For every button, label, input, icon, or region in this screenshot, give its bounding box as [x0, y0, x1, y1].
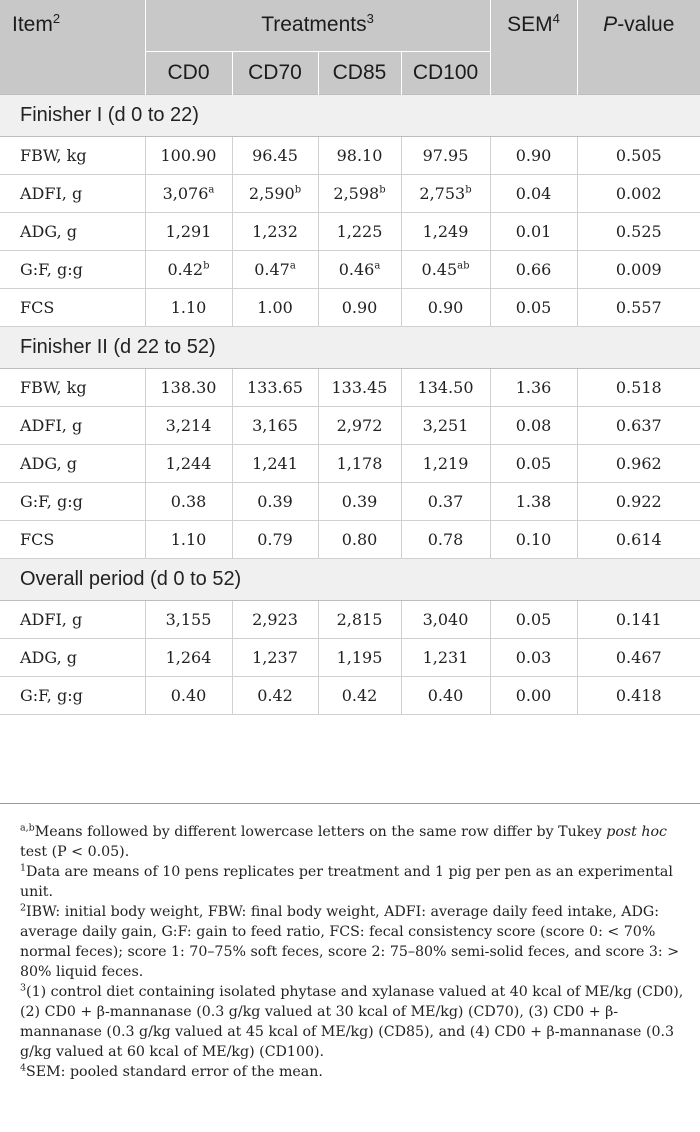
treatment-value — [318, 368, 401, 406]
cell-value: 1.00 — [257, 297, 293, 317]
treatment-value — [401, 212, 490, 250]
treatment-value — [232, 520, 318, 558]
treatment-value — [318, 212, 401, 250]
cell-value: 0.79 — [257, 529, 293, 549]
table-row — [0, 212, 700, 250]
footnotes — [20, 822, 692, 1082]
cell-value: 0.80 — [341, 529, 378, 549]
significance-letter: b — [465, 184, 472, 196]
sem-value: 0.08 — [490, 406, 577, 444]
cell-value: 2,972 — [336, 415, 383, 435]
treatment-value — [401, 482, 490, 520]
treatment-value — [401, 136, 490, 174]
table-row — [0, 174, 700, 212]
significance-letter: b — [379, 184, 386, 196]
treatment-value — [401, 368, 490, 406]
treatment-value — [232, 250, 318, 288]
sem-value: 0.90 — [490, 136, 577, 174]
table-row — [0, 136, 700, 174]
section-title: Overall period (d 0 to 52) — [0, 558, 700, 600]
significance-letter: a — [374, 260, 381, 272]
section-header — [0, 94, 700, 136]
cell-value: 3,040 — [422, 609, 469, 629]
p-value: 0.518 — [577, 368, 700, 406]
treatment-value — [232, 136, 318, 174]
significance-letter: a — [208, 184, 215, 196]
header-col-cd0: CD0 — [145, 51, 232, 94]
cell-value: 2,753 — [419, 183, 466, 203]
p-value: 0.962 — [577, 444, 700, 482]
sem-value: 0.00 — [490, 676, 577, 714]
footnote-2: $^2$IBW: initial body weight, FBW: final body weight, ADFI: average daily feed intake, ADG: average daily gain, G:F: gain to feed ratio, FCS: fecal consistency score (score 0: < 70% normal feces); score 1: 70–75% soft feces, score 2: 75–80% semi-solid feces, and score 3: > 80% liquid feces. — [20, 902, 680, 980]
treatment-value — [401, 250, 490, 288]
cell-value: 0.40 — [170, 685, 207, 705]
table-row — [0, 482, 700, 520]
treatment-value — [318, 676, 401, 714]
treatment-value — [232, 406, 318, 444]
sem-value: 0.04 — [490, 174, 577, 212]
cell-value: 2,923 — [252, 609, 298, 629]
treatment-value — [232, 638, 318, 676]
cell-value: 0.90 — [341, 297, 378, 317]
treatment-value — [145, 482, 232, 520]
sem-value: 0.66 — [490, 250, 577, 288]
cell-value: 1.10 — [170, 529, 207, 549]
section-header — [0, 326, 700, 368]
cell-value: 1,237 — [252, 647, 298, 667]
treatment-value — [401, 676, 490, 714]
footnote-4: $^4$SEM: pooled standard error of the mean. — [20, 1062, 323, 1080]
sem-value: 0.05 — [490, 444, 577, 482]
p-value: 0.557 — [577, 288, 700, 326]
sem-value: 1.38 — [490, 482, 577, 520]
cell-value: 0.37 — [427, 491, 464, 511]
header-col-cd85: CD85 — [318, 51, 401, 94]
cell-value: 1,225 — [336, 221, 383, 241]
treatment-value — [401, 638, 490, 676]
row-item: ADG, g — [0, 212, 145, 250]
p-value: 0.922 — [577, 482, 700, 520]
cell-value: 1,195 — [336, 647, 383, 667]
significance-letter: a — [289, 260, 296, 272]
table-row — [0, 368, 700, 406]
cell-value: 3,251 — [422, 415, 469, 435]
treatment-value — [318, 406, 401, 444]
treatment-value — [145, 288, 232, 326]
treatment-value — [401, 406, 490, 444]
header-item: Item$^2$ — [0, 0, 145, 94]
cell-value: 3,076 — [162, 183, 209, 203]
header-col-cd100: CD100 — [401, 51, 490, 94]
header-treatments: Treatments$^3$ — [145, 0, 490, 51]
sem-value: 0.05 — [490, 600, 577, 638]
treatment-value — [401, 444, 490, 482]
row-item: ADG, g — [0, 444, 145, 482]
table-header — [0, 0, 700, 94]
cell-value: 2,815 — [336, 609, 383, 629]
treatment-value — [145, 136, 232, 174]
treatment-value — [232, 368, 318, 406]
treatment-value — [318, 444, 401, 482]
significance-letter: ab — [457, 260, 470, 272]
table-row — [0, 250, 700, 288]
table-row — [0, 444, 700, 482]
cell-value: 1,241 — [252, 453, 298, 473]
cell-value: 134.50 — [417, 377, 474, 397]
cell-value: 0.78 — [427, 529, 464, 549]
cell-value: 0.40 — [427, 685, 464, 705]
cell-value: 0.42 — [341, 685, 378, 705]
treatment-value — [232, 444, 318, 482]
treatment-value — [232, 288, 318, 326]
row-item: G:F, g:g — [0, 482, 145, 520]
header-col-cd70: CD70 — [232, 51, 318, 94]
treatment-value — [145, 212, 232, 250]
row-item: G:F, g:g — [0, 676, 145, 714]
treatment-value — [145, 368, 232, 406]
treatment-value — [145, 406, 232, 444]
header-p-value: P-value — [603, 13, 675, 36]
table-row — [0, 638, 700, 676]
treatment-value — [318, 520, 401, 558]
section-header — [0, 558, 700, 600]
footnote-1: $^1$Data are means of 10 pens replicates per treatment and 1 pig per pen as an experimental unit. — [20, 862, 673, 900]
header-sem: SEM$^4$ — [490, 0, 577, 94]
treatment-value — [318, 136, 401, 174]
cell-value: 1,291 — [165, 221, 212, 241]
p-value: 0.002 — [577, 174, 700, 212]
cell-value: 0.38 — [170, 491, 207, 511]
sem-value: 1.36 — [490, 368, 577, 406]
cell-value: 1,178 — [336, 453, 383, 473]
treatment-value — [145, 174, 232, 212]
treatment-value — [401, 520, 490, 558]
footnote-divider — [0, 803, 700, 804]
treatment-value — [318, 600, 401, 638]
treatment-value — [318, 288, 401, 326]
p-value: 0.525 — [577, 212, 700, 250]
sem-value: 0.05 — [490, 288, 577, 326]
row-item: FBW, kg — [0, 368, 145, 406]
row-item: FCS — [0, 520, 145, 558]
cell-value: 133.45 — [331, 377, 388, 397]
cell-value: 96.45 — [252, 145, 298, 165]
cell-value: 1,232 — [252, 221, 298, 241]
sem-value: 0.01 — [490, 212, 577, 250]
p-value: 0.418 — [577, 676, 700, 714]
cell-value: 2,590 — [248, 183, 295, 203]
section-title: Finisher II (d 22 to 52) — [0, 326, 700, 368]
footnote-3: $^3$(1) control diet containing isolated phytase and xylanase valued at 40 kcal of ME/kg (CD0), (2) CD0 + β-mannanase (0.3 g/kg valued at 30 kcal of ME/kg) (CD70), (3) CD0 + β-mannanase (0.3 g/kg valued at 45 kcal of ME/kg) (CD85), and (4) CD0 + β-mannanase (0.3 g/kg valued at 60 kcal of ME/kg) (CD100). — [20, 982, 684, 1060]
cell-value: 3,165 — [252, 415, 298, 435]
sem-value: 0.10 — [490, 520, 577, 558]
treatment-value — [232, 600, 318, 638]
row-item: ADFI, g — [0, 406, 145, 444]
treatment-value — [232, 212, 318, 250]
cell-value: 0.47 — [254, 259, 290, 279]
row-item: ADG, g — [0, 638, 145, 676]
treatment-value — [145, 520, 232, 558]
cell-value: 1,264 — [165, 647, 212, 667]
cell-value: 1,249 — [422, 221, 469, 241]
treatment-value — [318, 638, 401, 676]
row-item: ADFI, g — [0, 600, 145, 638]
cell-value: 0.46 — [338, 259, 375, 279]
p-value: 0.009 — [577, 250, 700, 288]
cell-value: 97.95 — [422, 145, 469, 165]
p-value: 0.505 — [577, 136, 700, 174]
treatment-value — [232, 676, 318, 714]
treatment-value — [401, 288, 490, 326]
cell-value: 100.90 — [160, 145, 217, 165]
table-row — [0, 406, 700, 444]
table-row — [0, 676, 700, 714]
table-row — [0, 520, 700, 558]
p-value: 0.637 — [577, 406, 700, 444]
treatment-value — [401, 174, 490, 212]
cell-value: 133.65 — [247, 377, 303, 397]
footnote-ab: $^{a,b}$Means followed by different lowercase letters on the same row differ by Tukey post hoc test (P < 0.05). — [20, 822, 668, 860]
row-item: FBW, kg — [0, 136, 145, 174]
table-body — [0, 94, 700, 714]
treatment-value — [145, 444, 232, 482]
row-item: ADFI, g — [0, 174, 145, 212]
treatment-value — [401, 600, 490, 638]
treatment-value — [145, 250, 232, 288]
p-value: 0.467 — [577, 638, 700, 676]
p-value: 0.614 — [577, 520, 700, 558]
cell-value: 3,155 — [165, 609, 212, 629]
section-title: Finisher I (d 0 to 22) — [0, 94, 700, 136]
treatment-value — [232, 174, 318, 212]
sem-value: 0.03 — [490, 638, 577, 676]
cell-value: 1,244 — [165, 453, 212, 473]
treatment-value — [318, 174, 401, 212]
cell-value: 0.90 — [427, 297, 464, 317]
significance-letter: b — [203, 260, 210, 272]
treatment-value — [318, 250, 401, 288]
table-row — [0, 288, 700, 326]
treatment-value — [145, 638, 232, 676]
significance-letter: b — [294, 184, 302, 196]
row-item: FCS — [0, 288, 145, 326]
table-row — [0, 600, 700, 638]
cell-value: 1,231 — [422, 647, 469, 667]
cell-value: 0.39 — [257, 491, 293, 511]
cell-value: 2,598 — [333, 183, 380, 203]
p-value: 0.141 — [577, 600, 700, 638]
row-item: G:F, g:g — [0, 250, 145, 288]
treatment-value — [232, 482, 318, 520]
cell-value: 0.39 — [341, 491, 378, 511]
treatment-value — [145, 676, 232, 714]
cell-value: 0.45 — [421, 259, 458, 279]
cell-value: 1,219 — [422, 453, 469, 473]
cell-value: 1.10 — [170, 297, 207, 317]
treatment-value — [318, 482, 401, 520]
treatment-value — [145, 600, 232, 638]
cell-value: 138.30 — [160, 377, 217, 397]
cell-value: 0.42 — [167, 259, 204, 279]
cell-value: 0.42 — [257, 685, 293, 705]
cell-value: 98.10 — [336, 145, 383, 165]
cell-value: 3,214 — [165, 415, 212, 435]
